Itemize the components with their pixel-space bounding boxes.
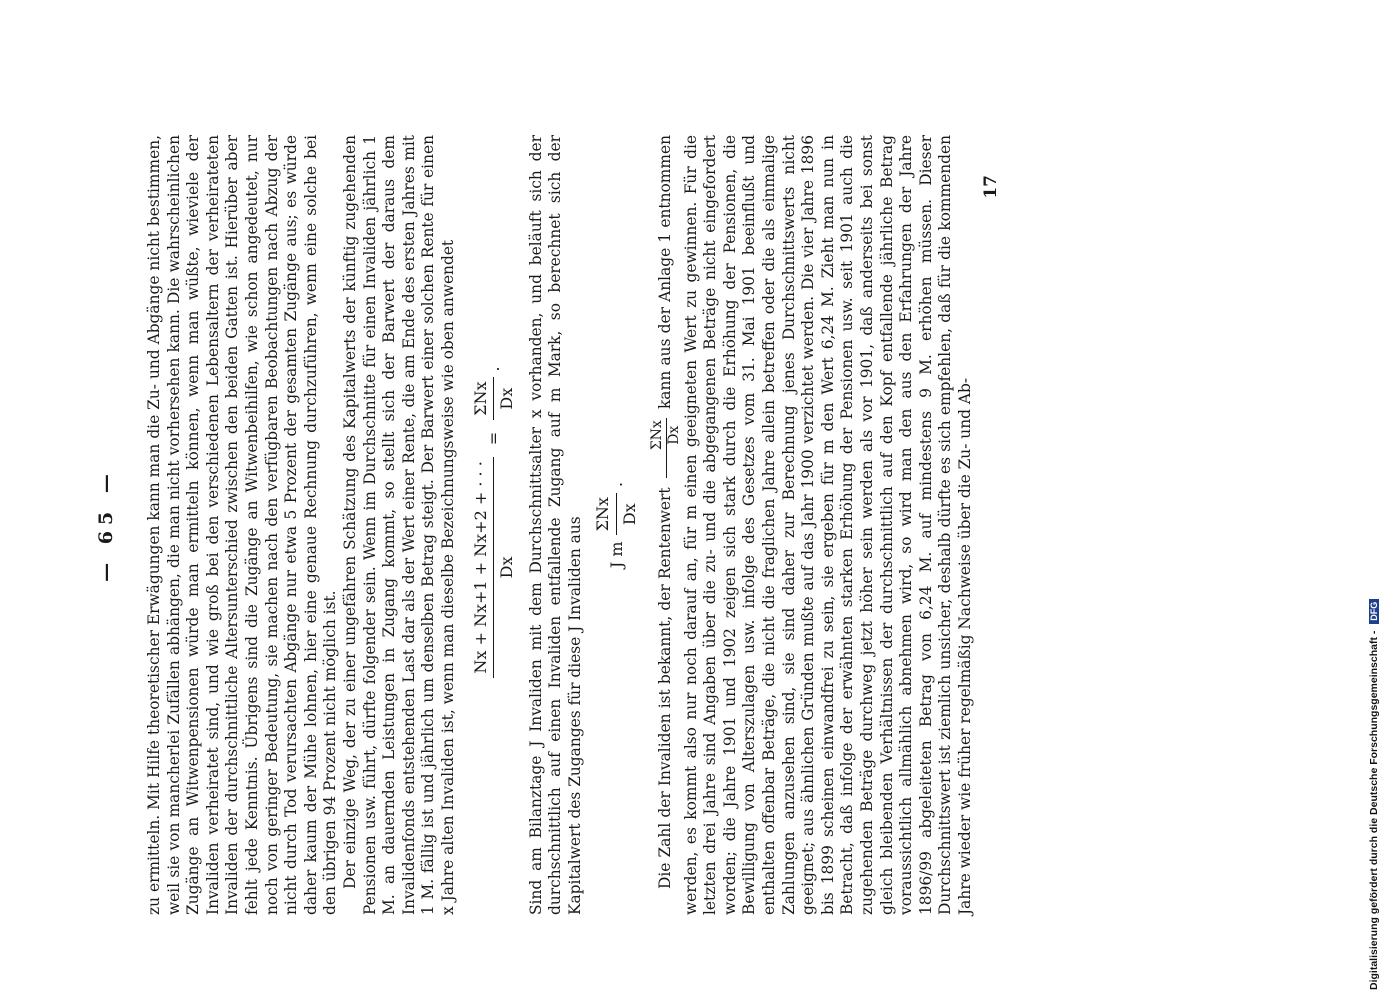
inline-fraction-numerator: ΣNx xyxy=(650,418,667,478)
paragraph-4-start: Die Zahl der Invaliden ist bekannt, der Rentenwert xyxy=(655,487,674,889)
formula-equals: = xyxy=(483,431,503,446)
page-number: — 65 — xyxy=(95,468,117,582)
formula-fraction-left xyxy=(471,457,517,677)
formula-rhs-denominator: Dx xyxy=(497,387,517,410)
formula2-end: . xyxy=(606,481,626,488)
formula-rhs-numerator: ΣNx xyxy=(471,377,495,419)
digitization-note-text: Digitalisierung gefördert durch die Deutsche Forschungsgemeinschaft - xyxy=(1368,630,1380,990)
formula2-numerator: ΣNx xyxy=(593,493,617,535)
paragraph-4-rest: kann aus der Anlage 1 entnommen werden, es kommt also nur noch darauf an, für m einen geeigneten Wert zu gewinnen. Für die letzten drei Jahre sind Angaben über die zu- und die abgegangenen Beträge nicht eingefordert worden; die Jahre 1901 und 1902 zeigen sich stark durch die Erhöhung der Pensionen, die Bewilligung von Alterszulagen usw. infolge des Gesetzes vom 31. Mai 1901 beeinflußt und enthalten offenbar Beträge, die nicht die fraglichen Jahre allein betreffen oder die als einmalige Zahlungen anzusehen sind, sie sind daher zur Berechnung jenes Durchschnittswerts nicht geeignet; aus ähnlichen Gründen mußte auf das Jahr 1900 verzichtet werden. Die vier Jahre 1896 bis 1899 scheinen einwandfrei zu sein, sie ergeben für m den Wert 6,24 M. Zieht man nun in Betracht, daß infolge der erwähnten starken Erhöhung der Pensionen usw. seit 1901 auch die zugehenden Beträge durchweg jetzt höher sein werden als vor 1901, daß anderseits bei sonst gleich bleibenden Verhältnissen der durchschnittlich auf den Kopf entfallende jährliche Betrag voraussichtlich allmählich abnehmen wird, so wird man den aus den Erfahrungen der Jahre 1896/99 abgeleiteten Betrag von 6,24 M. auf mindestens 9 M. erhöhen müssen. Dieser Durchschnittswert ist ziemlich unsicher, deshalb dürfte es sich empfehlen, daß für die kommenden Jahre wieder wie früher regelmäßig Nachweise über die Zu- und Ab- xyxy=(655,135,974,915)
paragraph-4 xyxy=(650,135,976,915)
inline-fraction-denominator: Dx xyxy=(665,425,682,445)
body-text xyxy=(145,135,1001,915)
formula2-fraction xyxy=(593,493,639,535)
dfg-logo: DFG xyxy=(1369,599,1379,624)
paragraph-1: zu ermitteln. Mit Hilfe theoretischer Erwägungen kann man die Zu- und Abgänge nicht bestimmen, weil sie von mancherlei Zufällen abhängen, die man nicht vorhersehen kann. Die wahrscheinlichen Zugänge an Witwenpensionen würde man ermitteln können, wenn man wüßte, wieviele der Invaliden verheiratet sind, und wie groß bei den verschiedenen Lebensaltern der verheirateten Invaliden der durchschnittliche Altersunterschied zwischen den beiden Gatten ist. Hierüber aber fehlt jede Kenntnis. Übrigens sind die Zugänge an Witwenbeihilfen, wie schon angedeutet, nur noch von geringer Bedeutung, sie machen nach den verfügbaren Beobachtungen nach Abzug der nicht durch Tod verursachten Abgänge nur etwa 5 Prozent der gesamten Zugänge aus; es würde daher kaum der Mühe lohnen, hier eine genaue Rechnung durchzuführen, wenn eine solche bei den übrigen 94 Prozent nicht möglich ist. xyxy=(145,135,340,915)
formula-end: . xyxy=(483,366,503,372)
paragraph-2: Der einzige Weg, der zu einer ungefähren Schätzung des Kapitalwerts der künftig zugehenden Pensionen usw. führt, dürfte folgender sein. Wenn im Durchschnitte für einen Invaliden jährlich 1 M. an dauernden Leistungen in Zugang kommt, so stellt sich der Barwert der daraus dem Invalidenfonds entstehenden Last dar als der Wert einer Rente, die am Ende des ersten Jahres mit 1 M. fällig ist und jährlich um denselben Betrag steigt. Der Barwert einer solchen Rente für einen x Jahre alten Invaliden ist, wenn man dieselbe Bezeichnungsweise wie oben anwendet xyxy=(340,135,457,915)
digitization-note xyxy=(1368,599,1380,990)
formula2-denominator: Dx xyxy=(620,503,640,526)
formula-denominator: Dx xyxy=(497,556,517,579)
formula-kapitalwert xyxy=(593,135,639,915)
formula-numerator: Nx + Nx+1 + Nx+2 + · · · xyxy=(471,457,495,677)
formula-fraction-right xyxy=(471,377,517,419)
formula2-prefix: J m xyxy=(606,541,626,569)
rotated-page xyxy=(95,135,1255,915)
inline-fraction xyxy=(650,418,682,478)
signature-mark: 17 xyxy=(980,175,1001,199)
paragraph-3: Sind am Bilanztage J Invaliden mit dem Durchschnittsalter x vorhanden, und beläuft sich der durchschnittlich auf einen Invaliden entfallende Zugang auf m Mark, so berechnet sich der Kapitalwert des Zuganges für diese J Invaliden aus xyxy=(526,135,584,915)
formula-barwert xyxy=(471,135,517,915)
